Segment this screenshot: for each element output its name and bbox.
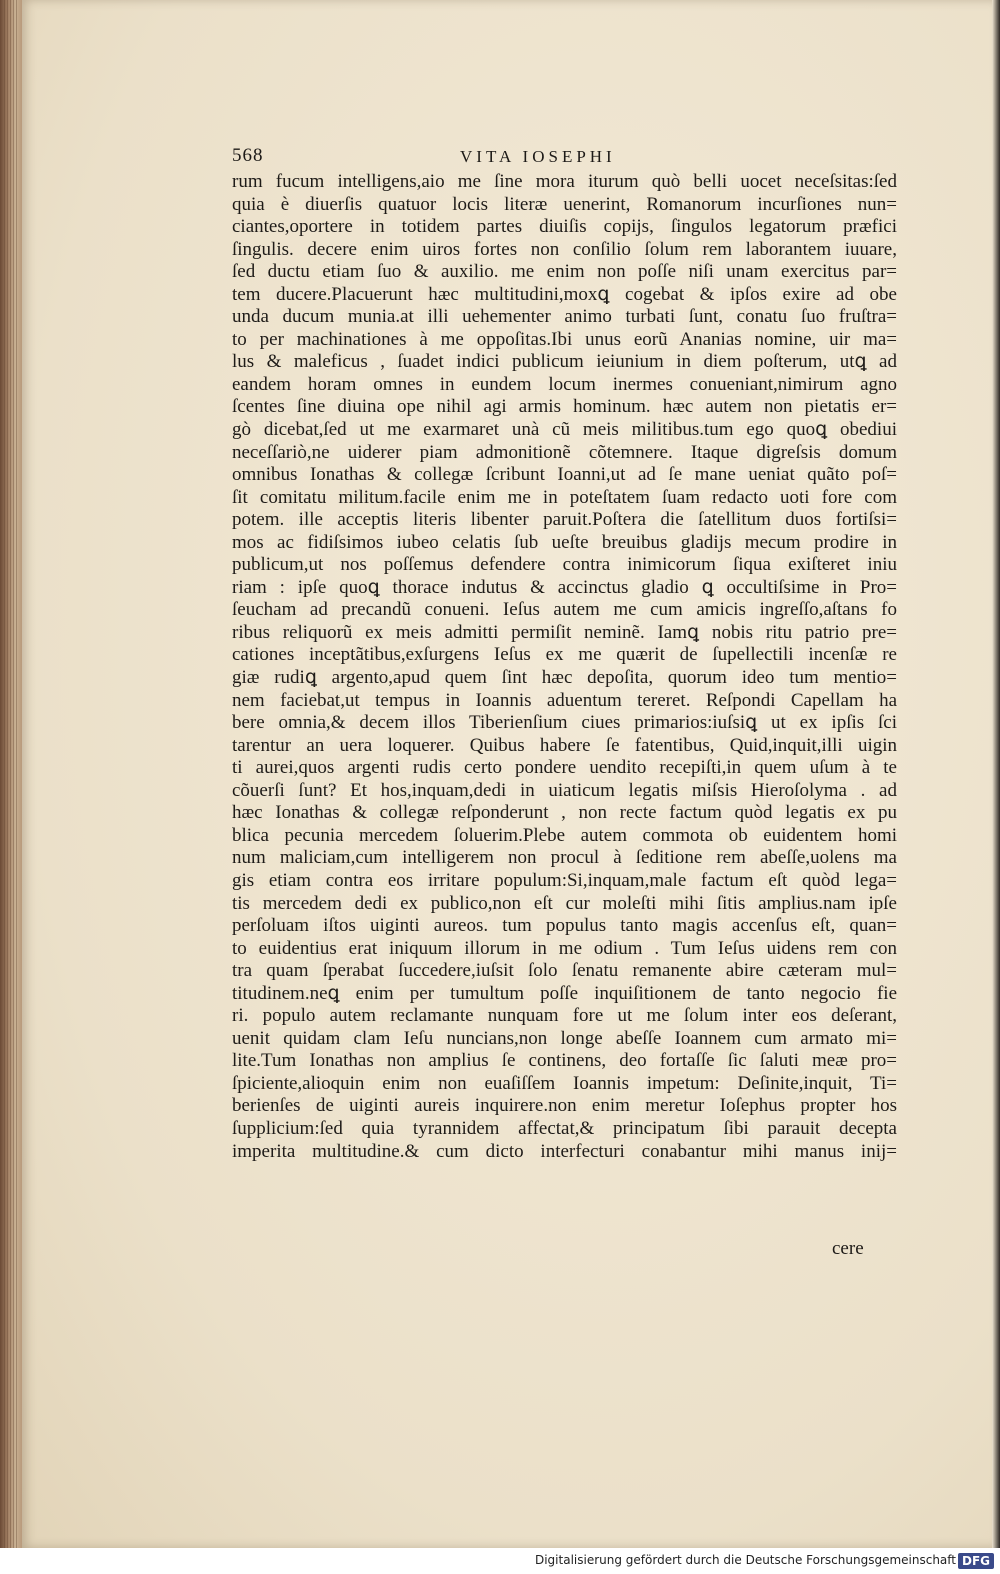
- catchword: cere: [832, 1238, 864, 1259]
- text-line: tem ducere.Placuerunt hæc multitudini,moxꝗ cogebat & ipſos exire ad obe: [232, 283, 897, 305]
- page-header: [232, 145, 897, 171]
- text-line: tis mercedem dedi ex publico,non eſt cur moleſti mihi ſitis amplius.nam ipſe: [232, 892, 897, 914]
- text-line: lus & maleficus , ſuadet indici publicum ieiunium in diem poſterum, utꝗ ad: [232, 351, 897, 373]
- text-line: ſcentes ſine diuina ope nihil agi armis hominum. hæc autem non pietatis er=: [232, 396, 897, 418]
- text-line: perſoluam iſtos uiginti aureos. tum populus tanto magis accenſus eſt, quan=: [232, 915, 897, 937]
- text-line: bere omnia,& decem illos Tiberienſium ciues primarios:iuſsiꝗ ut ex ipſis ſci: [232, 712, 897, 734]
- text-line: ſpiciente,alioquin enim non euaſiſſem Ioannis impetum: Deſinite,inquit, Ti=: [232, 1072, 897, 1094]
- text-line: cationes inceptãtibus,exſurgens Ieſus ex me quærit de ſupellectili incenſæ re: [232, 644, 897, 666]
- footer-bar: [0, 1548, 1000, 1574]
- text-line: ri. populo autem reclamante nunquam fore ut me ſolum inter eos deſerant,: [232, 1005, 897, 1027]
- text-line: hæc Ionathas & collegæ reſponderunt , non recte factum quòd legatis ex pu: [232, 802, 897, 824]
- text-line: ti aurei,quos argenti rudis certo pondere uendito recepiſti,in quem uſum à te: [232, 757, 897, 779]
- page-number: 568: [232, 145, 264, 166]
- text-line: riam : ipſe quoꝗ thorace indutus & accinctus gladio ꝗ occultiſsime in Pro=: [232, 576, 897, 598]
- text-line: rum fucum intelligens,aio me ſine mora iturum quò belli uocet neceſsitas:ſed: [232, 171, 897, 192]
- running-head: VITA IOSEPHI: [460, 147, 616, 166]
- text-line: blica pecunia mercedem ſoluerim.Plebe autem commota ob euidentem homi: [232, 824, 897, 846]
- text-line: berienſes de uiginti aureis inquirere.non enim meretur Ioſephus propter hos: [232, 1095, 897, 1117]
- text-line: neceſſariò,ne uiderer piam admonitionẽ cõtemnere. Itaque digreſsis domum: [232, 441, 897, 463]
- text-line: ſed ductu etiam ſuo & auxilio. me enim non poſſe niſi unam exercitus par=: [232, 261, 897, 283]
- text-line: publicum,ut nos poſſemus defendere contra inimicorum ſiqua exiſteret iniu: [232, 554, 897, 576]
- page-edge-texture: [4, 0, 18, 1548]
- text-line: giæ rudiꝗ argento,apud quem ſint hæc depoſita, quorum ideo tum mentio=: [232, 667, 897, 689]
- text-line: to euidentius erat iniquum illorum in me odium . Tum Ieſus uidens rem con: [232, 937, 897, 959]
- text-line: ſeucham ad precandũ conueni. Ieſus autem me cum amicis ingreſſo,aſtans fo: [232, 599, 897, 621]
- text-line: ribus reliquorũ ex meis admitti permiſit neminẽ. Iamꝗ nobis ritu patrio pre=: [232, 621, 897, 643]
- text-line: titudinem.neꝗ enim per tumultum poſſe inquiſitionem de tanto negocio fie: [232, 982, 897, 1004]
- text-line: quia è diuerſis quatuor locis literæ uenerint, Romanorum incurſiones nun=: [232, 193, 897, 215]
- text-line: mos ac fidiſsimos iubeo celatis ſub ueſte breuibus gladijs mecum prodire in: [232, 531, 897, 553]
- text-line: to per machinationes à me oppoſitas.Ibi unus eorũ Ananias nomine, uir ma=: [232, 328, 897, 350]
- text-line: lite.Tum Ionathas non amplius ſe continens, deo fortaſſe ſic ſaluti meæ pro=: [232, 1050, 897, 1072]
- text-block: [232, 171, 897, 1163]
- text-line: num maliciam,cum intelligerem non procul à ſeditione rem abeſſe,uolens ma: [232, 847, 897, 869]
- text-line: nem faciebat,ut tempus in Ioannis aduentum tereret. Reſpondi Capellam ha: [232, 689, 897, 711]
- text-line: ciantes,oportere in totidem partes diuiſis copijs, ſingulos legatorum præfici: [232, 216, 897, 238]
- text-line: ſingulis. decere enim uiros fortes non conſilio ſolum rem laborantem iuuare,: [232, 238, 897, 260]
- text-line: ſit comitatu militum.facile enim me in poteſtatem ſuam redacto uoti fore com: [232, 486, 897, 508]
- text-line: tarentur an uera loquerer. Quibus habere ſe fatentibus, Quid,inquit,illi uigin: [232, 734, 897, 756]
- text-line: cõuerſi ſunt? Et hos,inquam,dedi in uiaticum legatis miſsis Hieroſolyma . ad: [232, 779, 897, 801]
- text-line: unda ducum munia.at illi uehementer animo turbati ſunt, conatu ſuo fruſtra=: [232, 306, 897, 328]
- text-line: tra quam ſperabat ſuccedere,iuſsit ſolo ſenatu remanente abire cæteram mul=: [232, 960, 897, 982]
- dfg-logo-icon: DFG: [958, 1553, 994, 1569]
- text-line: gis etiam contra eos irritare populum:Si,inquam,male factum eſt quòd lega=: [232, 869, 897, 891]
- text-line: gò dicebat,ſed ut me exarmaret unà cũ meis militibus.tum ego quoꝗ obediui: [232, 419, 897, 441]
- text-line: omnibus Ionathas & collegæ ſcribunt Ioanni,ut ad ſe mane ueniat quãto poſ=: [232, 464, 897, 486]
- text-line: potem. ille acceptis literis libenter paruit.Poſtera die ſatellitum duos fortiſsi=: [232, 509, 897, 531]
- text-line: eandem horam omnes in eundem locum inermes conueniant,nimirum agno: [232, 373, 897, 395]
- text-line: uenit quidam clam Ieſu nuncians,non longe abeſſe Ioannem cum armato mi=: [232, 1027, 897, 1049]
- right-edge-shadow: [992, 0, 1000, 1548]
- funding-note: Digitalisierung gefördert durch die Deutsche Forschungsgemeinschaft: [534, 1553, 956, 1567]
- text-line: imperita multitudine.& cum dicto interfecturi conabantur mihi manus inij=: [232, 1140, 897, 1162]
- text-line: ſupplicium:ſed quia tyrannidem affectat,& principatum ſibi parauit decepta: [232, 1117, 897, 1139]
